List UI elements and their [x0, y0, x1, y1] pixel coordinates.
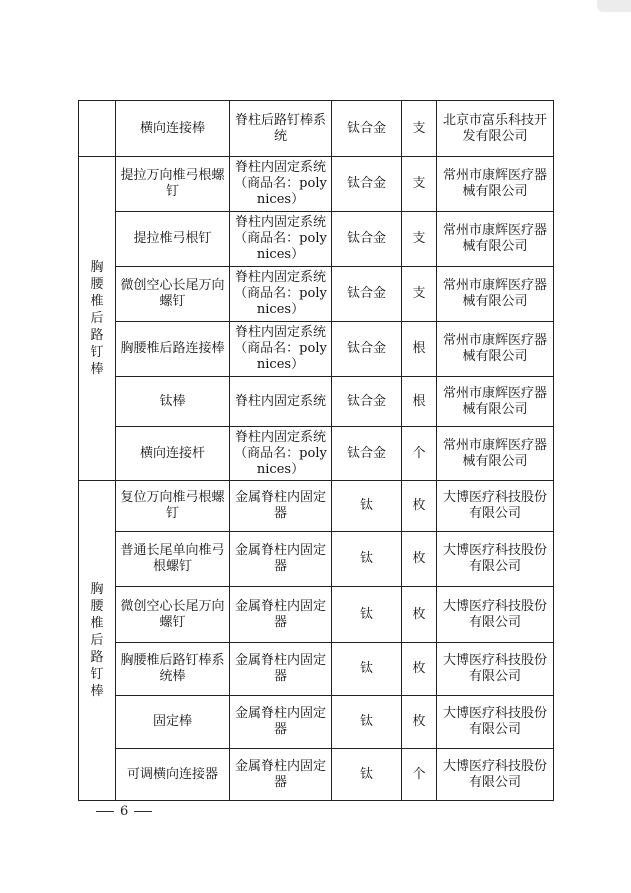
manufacturer-cell: 大博医疗科技股份有限公司 [437, 532, 554, 587]
product-name-cell: 复位万向椎弓根螺钉 [116, 481, 230, 532]
system-cell: 脊柱内固定系统（商品名：polynices） [230, 267, 332, 322]
product-name-cell: 横向连接棒 [116, 101, 230, 157]
footer-dash-right [134, 811, 152, 812]
footer-dash-left [96, 811, 114, 812]
manufacturer-cell: 北京市富乐科技开发有限公司 [437, 101, 554, 157]
page-footer [96, 804, 152, 819]
category-cell [79, 101, 116, 157]
system-cell: 金属脊柱内固定器 [230, 587, 332, 643]
product-name-cell: 提拉椎弓根钉 [116, 212, 230, 267]
table-row [79, 377, 554, 427]
unit-cell: 支 [402, 212, 437, 267]
unit-cell: 个 [402, 749, 437, 801]
page-number: 6 [120, 804, 129, 819]
material-cell: 钛合金 [332, 212, 402, 267]
unit-cell: 枚 [402, 643, 437, 696]
material-cell: 钛 [332, 643, 402, 696]
system-cell: 金属脊柱内固定器 [230, 643, 332, 696]
system-cell: 金属脊柱内固定器 [230, 696, 332, 749]
system-cell: 脊柱内固定系统（商品名：polynices） [230, 427, 332, 481]
system-cell: 脊柱内固定系统 [230, 377, 332, 427]
table-row [79, 212, 554, 267]
product-name-cell: 普通长尾单向椎弓根螺钉 [116, 532, 230, 587]
unit-cell: 个 [402, 427, 437, 481]
table-row [79, 696, 554, 749]
material-cell: 钛合金 [332, 267, 402, 322]
table-row [79, 532, 554, 587]
product-table [78, 100, 554, 801]
product-name-cell: 微创空心长尾万向螺钉 [116, 587, 230, 643]
unit-cell: 支 [402, 101, 437, 157]
unit-cell: 枚 [402, 587, 437, 643]
material-cell: 钛合金 [332, 377, 402, 427]
system-cell: 金属脊柱内固定器 [230, 532, 332, 587]
manufacturer-cell: 常州市康辉医疗器械有限公司 [437, 212, 554, 267]
material-cell: 钛 [332, 696, 402, 749]
unit-cell: 根 [402, 377, 437, 427]
product-name-cell: 可调横向连接器 [116, 749, 230, 801]
system-cell: 脊柱内固定系统（商品名：polynices） [230, 212, 332, 267]
page-corner-tab [597, 0, 631, 12]
manufacturer-cell: 大博医疗科技股份有限公司 [437, 643, 554, 696]
manufacturer-cell: 大博医疗科技股份有限公司 [437, 749, 554, 801]
manufacturer-cell: 常州市康辉医疗器械有限公司 [437, 322, 554, 377]
table-row [79, 587, 554, 643]
manufacturer-cell: 大博医疗科技股份有限公司 [437, 696, 554, 749]
table-row [79, 267, 554, 322]
system-cell: 脊柱后路钉棒系统 [230, 101, 332, 157]
material-cell: 钛 [332, 587, 402, 643]
category-cell: 胸腰椎后路钉棒 [79, 157, 116, 481]
system-cell: 脊柱内固定系统（商品名：polynices） [230, 157, 332, 212]
table-row [79, 157, 554, 212]
table-row [79, 749, 554, 801]
material-cell: 钛合金 [332, 322, 402, 377]
product-name-cell: 提拉万向椎弓根螺钉 [116, 157, 230, 212]
manufacturer-cell: 大博医疗科技股份有限公司 [437, 587, 554, 643]
table-row [79, 427, 554, 481]
product-name-cell: 胸腰椎后路连接棒 [116, 322, 230, 377]
category-cell: 胸腰椎后路钉棒 [79, 481, 116, 801]
unit-cell: 枚 [402, 481, 437, 532]
manufacturer-cell: 常州市康辉医疗器械有限公司 [437, 157, 554, 212]
system-cell: 金属脊柱内固定器 [230, 749, 332, 801]
product-name-cell: 横向连接杆 [116, 427, 230, 481]
table-row [79, 643, 554, 696]
material-cell: 钛合金 [332, 101, 402, 157]
unit-cell: 根 [402, 322, 437, 377]
product-name-cell: 微创空心长尾万向螺钉 [116, 267, 230, 322]
product-name-cell: 钛棒 [116, 377, 230, 427]
product-name-cell: 固定棒 [116, 696, 230, 749]
table-row [79, 481, 554, 532]
table-row [79, 101, 554, 157]
table-row [79, 322, 554, 377]
material-cell: 钛 [332, 532, 402, 587]
manufacturer-cell: 常州市康辉医疗器械有限公司 [437, 427, 554, 481]
unit-cell: 支 [402, 157, 437, 212]
material-cell: 钛 [332, 749, 402, 801]
manufacturer-cell: 常州市康辉医疗器械有限公司 [437, 377, 554, 427]
manufacturer-cell: 大博医疗科技股份有限公司 [437, 481, 554, 532]
material-cell: 钛 [332, 481, 402, 532]
material-cell: 钛合金 [332, 427, 402, 481]
unit-cell: 枚 [402, 532, 437, 587]
unit-cell: 支 [402, 267, 437, 322]
unit-cell: 枚 [402, 696, 437, 749]
material-cell: 钛合金 [332, 157, 402, 212]
product-name-cell: 胸腰椎后路钉棒系统棒 [116, 643, 230, 696]
manufacturer-cell: 常州市康辉医疗器械有限公司 [437, 267, 554, 322]
system-cell: 金属脊柱内固定器 [230, 481, 332, 532]
system-cell: 脊柱内固定系统（商品名：polynices） [230, 322, 332, 377]
